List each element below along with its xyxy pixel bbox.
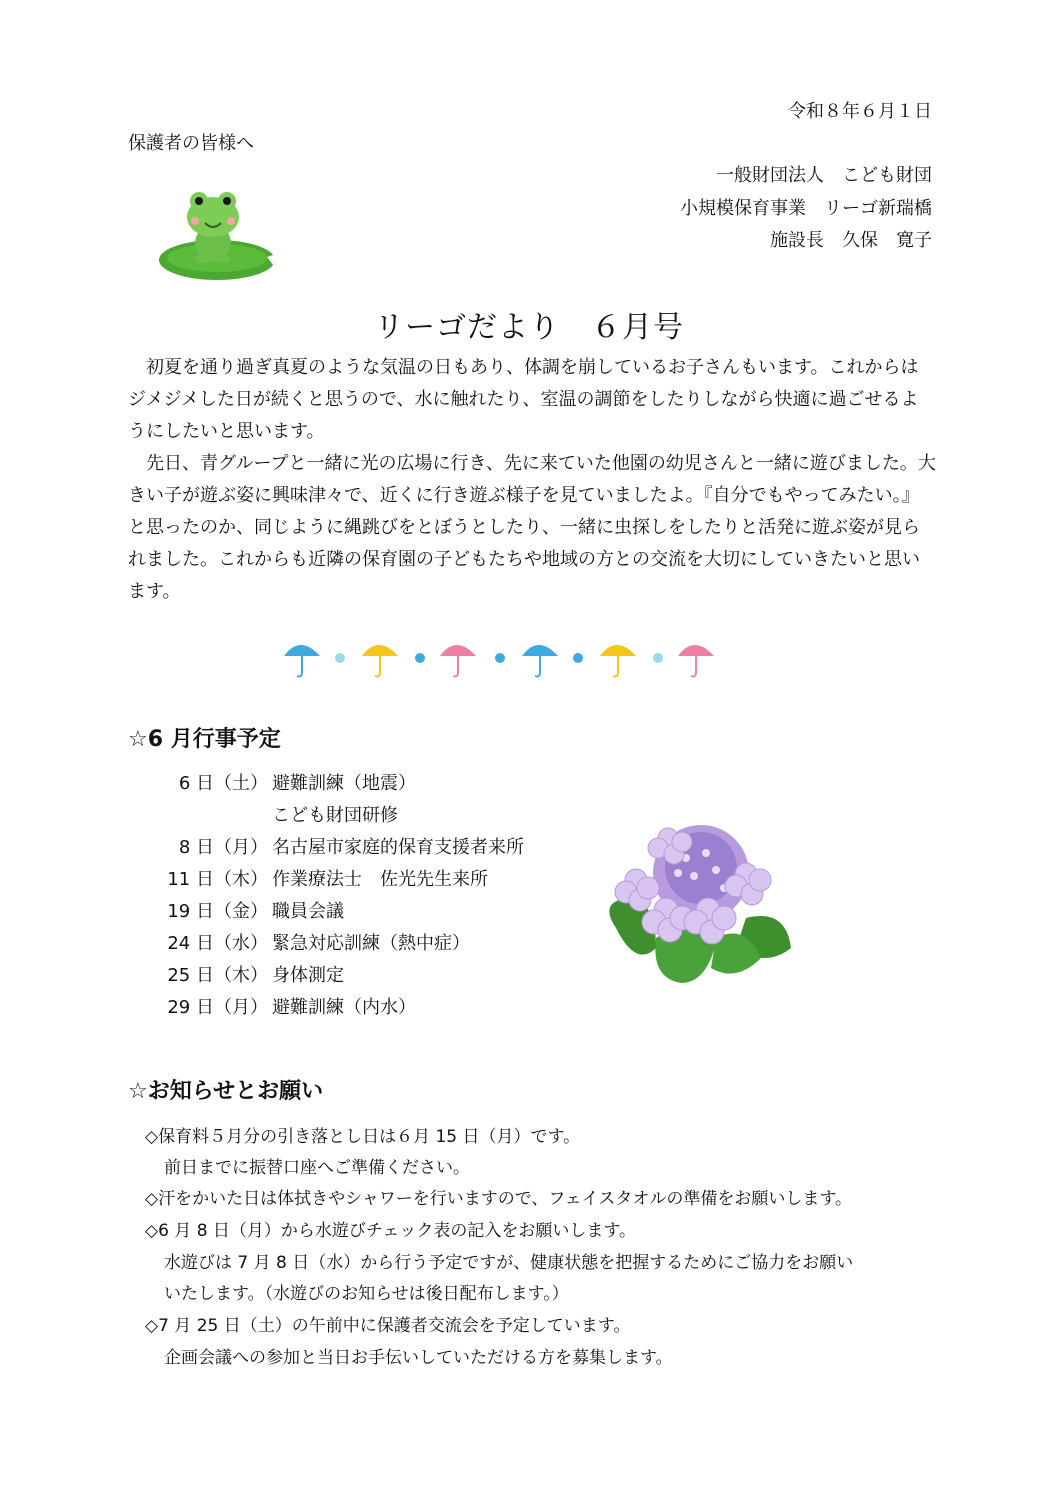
umbrella-icon xyxy=(284,645,320,677)
sender-facility: 小規模保育事業 リーゴ新瑞橋 xyxy=(680,198,932,219)
schedule-date: 6 日（土） xyxy=(178,773,268,794)
intro-paragraph-2: 先日、青グループと一緒に光の広場に行き、先に来ていた他園の幼児さんと一緒に遊びました。大きい子が遊ぶ姿に興味津々で、近くに行き遊ぶ様子を見ていましたよ。『自分でもやってみたい。』と思ったのか、同じように縄跳びをとぼうとしたり、一緒に虫探しをしたりと活発に遊ぶ姿が見られました。これからも近隣の保育園の子どもたちや地域の方との交流を大切にしていきたいと思います。 xyxy=(128,453,936,602)
notice-item: いたします。（水遊びのお知らせは後日配布します。） xyxy=(164,1284,569,1304)
schedule-heading: ☆6 月行事予定 xyxy=(128,727,281,752)
sender-organization: 一般財団法人 こども財団 xyxy=(716,165,932,186)
schedule-date: 19 日（金） xyxy=(167,901,268,922)
schedule-row xyxy=(160,832,524,864)
umbrella-icon xyxy=(440,645,476,677)
schedule-date: 24 日（水） xyxy=(167,933,268,954)
schedule-event: 緊急対応訓練（熱中症） xyxy=(272,933,470,954)
schedule-row xyxy=(160,800,398,832)
intro-text xyxy=(128,352,936,608)
umbrella-icon xyxy=(678,645,714,677)
schedule-event: こども財団研修 xyxy=(272,805,398,826)
notice-item: 企画会議への参加と当日お手伝いしていただける方を募集します。 xyxy=(164,1348,673,1368)
salutation: 保護者の皆様へ xyxy=(128,133,254,154)
schedule-event: 名古屋市家庭的保育支援者来所 xyxy=(272,837,524,858)
schedule-event: 職員会議 xyxy=(272,901,344,922)
frog-illustration xyxy=(155,185,280,285)
umbrella-icon xyxy=(522,645,558,677)
schedule-date: 11 日（木） xyxy=(167,869,268,890)
notices-heading: ☆お知らせとお願い xyxy=(128,1079,324,1104)
schedule-event: 身体測定 xyxy=(272,965,344,986)
issue-date: 令和８年６月１日 xyxy=(788,101,932,122)
schedule-row xyxy=(160,960,344,992)
schedule-event: 避難訓練（内水） xyxy=(272,997,416,1018)
notice-item: 前日までに振替口座へご準備ください。 xyxy=(164,1158,470,1178)
notice-item: ◇汗をかいた日は体拭きやシャワーを行いますので、フェイスタオルの準備をお願いします。 xyxy=(145,1189,853,1209)
schedule-row xyxy=(160,928,470,960)
schedule-row xyxy=(160,864,488,896)
sender-director: 施設長 久保 寛子 xyxy=(770,230,932,251)
notice-item: 水遊びは 7 月 8 日（水）から行う予定ですが、健康状態を把握するためにご協力をお願い xyxy=(164,1253,854,1273)
schedule-event: 避難訓練（地震） xyxy=(272,773,416,794)
notice-item: ◇7 月 25 日（土）の午前中に保護者交流会を予定しています。 xyxy=(145,1316,631,1336)
schedule-row xyxy=(160,992,416,1024)
schedule-date: 8 日（月） xyxy=(178,837,268,858)
notice-item: ◇6 月 8 日（月）から水遊びチェック表の記入をお願いします。 xyxy=(145,1221,637,1241)
umbrella-icon xyxy=(600,645,636,677)
hydrangea-illustration xyxy=(596,818,796,988)
intro-paragraph-1: 初夏を通り過ぎ真夏のような気温の日もあり、体調を崩しているお子さんもいます。これからはジメジメした日が続くと思うので、水に触れたり、室温の調節をしたりしながら快適に過ごせるようにしたいと思います。 xyxy=(128,357,919,442)
umbrella-icon xyxy=(362,645,398,677)
newsletter-title: リーゴだより ６月号 xyxy=(374,310,684,345)
notice-item: ◇保育料５月分の引き落とし日は６月 15 日（月）です。 xyxy=(145,1127,581,1147)
schedule-date: 29 日（月） xyxy=(167,997,268,1018)
schedule-date: 25 日（木） xyxy=(167,965,268,986)
schedule-row xyxy=(160,896,344,928)
schedule-event: 作業療法士 佐光先生来所 xyxy=(272,869,488,890)
schedule-row xyxy=(160,768,416,800)
umbrella-divider xyxy=(280,632,720,684)
